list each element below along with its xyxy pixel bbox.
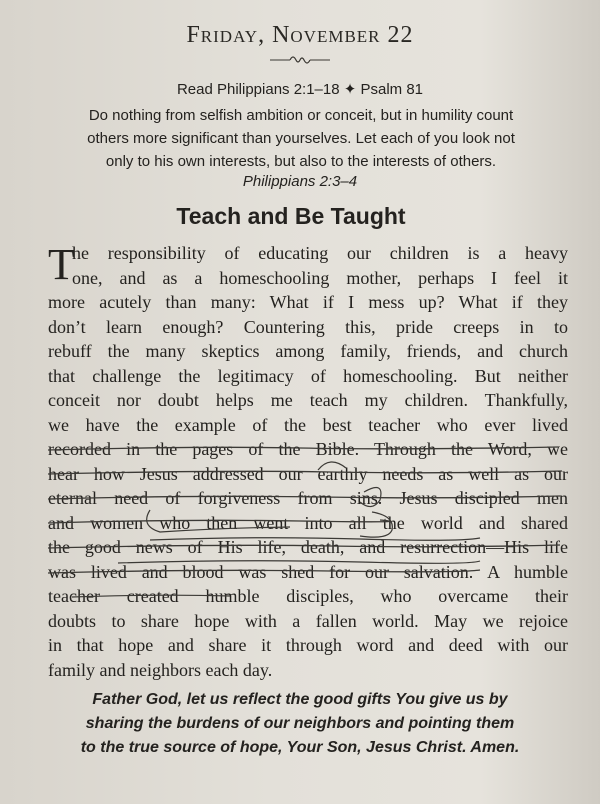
body-line: and women who then went into all the world and shared [48, 512, 568, 533]
body-line: recorded in the pages of the Bible. Through the Word, we [48, 439, 568, 459]
body-line: don’t learn enough? Countering this, pride creeps in to [48, 316, 568, 337]
body-line: rebuff the many skeptics among family, friends, and church [48, 341, 568, 361]
verse-line: Do nothing from selfish ambition or conceit, but in humility count [88, 107, 514, 124]
body-line: one, and as a homeschooling mother, perhaps I feel it [72, 267, 568, 288]
reading-reference: Read Philippians 2:1–18 ✦ Psalm 81 [176, 81, 424, 98]
body-line: eternal need of forgiveness from sins. Jesus discipled men [48, 488, 568, 508]
body-line: in that hope and share it through word and deed with our [48, 635, 568, 655]
body-line: teacher created humble disciples, who overcame their [48, 586, 568, 606]
verse-line: only to his own interests, but also to the interests of others. [105, 153, 497, 170]
verse-line: others more significant than yourselves. Let each of you look not [87, 130, 515, 147]
body-line: doubts to share hope with a fallen world. May we rejoice [48, 610, 568, 631]
ornament-flourish-icon [268, 52, 332, 66]
devotional-title: Teach and Be Taught [176, 203, 406, 229]
body-line: the good news of His life, death, and resurrection—His life [48, 537, 568, 557]
body-line: he responsibility of educating our children is a heavy [72, 243, 568, 263]
body-line: was lived and blood was shed for our salvation. A humble [48, 561, 568, 582]
verse-reference: Philippians 2:3–4 [242, 173, 358, 190]
prayer-line: to the true source of hope, Your Son, Jesus Christ. Amen. [80, 739, 520, 756]
date-heading: Friday, November 22 [186, 22, 414, 48]
key-verse [50, 104, 552, 173]
body-line: we have the example of the best teacher who ever lived [48, 414, 568, 435]
closing-prayer [40, 688, 560, 760]
body-line: more acutely than many: What if I mess up? What if they [48, 292, 568, 312]
devotional-body [48, 241, 568, 682]
prayer-line: Father God, let us reflect the good gifts You give us by [92, 691, 508, 708]
prayer-line: sharing the burdens of our neighbors and pointing them [85, 715, 515, 732]
body-line: hear how Jesus addressed our earthly needs as well as our [48, 463, 568, 484]
drop-cap: T [48, 240, 75, 289]
body-line: that challenge the legitimacy of homeschooling. But neither [48, 365, 568, 386]
body-line: family and neighbors each day. [48, 659, 273, 680]
body-line: conceit nor doubt helps me teach my children. Thankfully, [48, 390, 568, 410]
